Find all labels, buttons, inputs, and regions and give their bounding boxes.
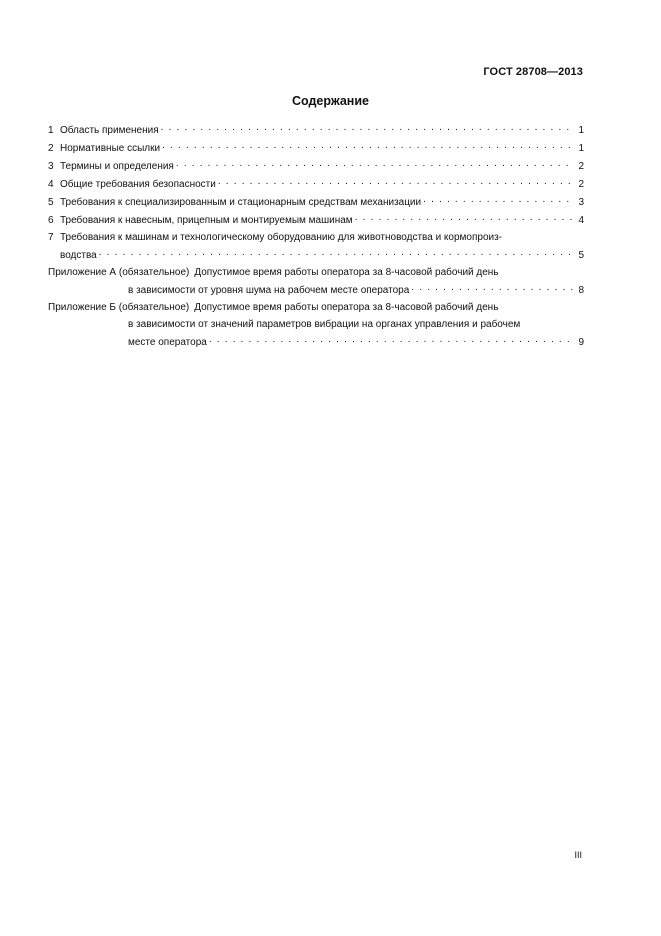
toc-entry-title: Требования к навесным, прицепным и монтируемым машинам <box>60 215 353 226</box>
toc-entry-page: 2 <box>578 161 584 172</box>
toc-entry-number: 7 <box>48 232 54 243</box>
toc-entry-page: 8 <box>578 285 584 296</box>
leader-dots <box>411 281 574 293</box>
toc-heading: Содержание <box>291 94 369 108</box>
toc-entry-page: 4 <box>578 215 584 226</box>
toc-entry-title: Область применения <box>60 125 159 136</box>
page-folio: III <box>574 850 582 860</box>
toc-entry-title: Нормативные ссылки <box>60 143 161 154</box>
leader-dots <box>209 333 574 345</box>
toc-entry-number: 3 <box>48 161 54 172</box>
toc-entry-4[interactable] <box>48 175 584 192</box>
leader-dots <box>355 211 574 223</box>
toc-entry-3[interactable] <box>48 157 584 174</box>
toc-entry-number: 5 <box>48 197 54 208</box>
appendix-title-line1: Допустимое время работы оператора за 8-часовой рабочий день <box>194 302 499 313</box>
appendix-title-line3: месте оператора <box>128 337 207 348</box>
toc-entry-page: 2 <box>578 179 584 190</box>
leader-dots <box>99 246 574 258</box>
toc-appendix-a[interactable] <box>48 264 584 298</box>
appendix-prefix: Приложение Б (обязательное) <box>48 302 190 313</box>
appendix-title-line1: Допустимое время работы оператора за 8-часовой рабочий день <box>194 267 499 278</box>
toc-entry-page: 1 <box>578 143 584 154</box>
leader-dots <box>176 157 574 169</box>
toc-entry-title: Требования к специализированным и стационарным средствам механизации <box>60 197 422 208</box>
toc-entry-title: Термины и определения <box>60 161 174 172</box>
document-code: ГОСТ 28708—2013 <box>483 66 583 78</box>
toc-entry-title-line2: водства <box>60 250 97 261</box>
leader-dots <box>162 139 574 151</box>
appendix-title-line2: в зависимости от значений параметров вибрации на органах управления и рабочем <box>128 319 521 330</box>
toc-entry-6[interactable] <box>48 211 584 228</box>
toc-entry-number: 6 <box>48 215 54 226</box>
toc-entry-number: 4 <box>48 179 54 190</box>
toc-entry-5[interactable] <box>48 193 584 210</box>
toc-entry-7[interactable] <box>48 229 584 263</box>
table-of-contents <box>48 121 584 351</box>
toc-entry-title: Общие требования безопасности <box>60 179 216 190</box>
toc-entry-2[interactable] <box>48 139 584 156</box>
toc-entry-title-line1: Требования к машинам и технологическому оборудованию для животноводства и кормопроиз- <box>60 232 503 243</box>
appendix-prefix: Приложение А (обязательное) <box>48 267 190 278</box>
leader-dots <box>161 121 574 133</box>
toc-appendix-b[interactable] <box>48 299 584 350</box>
toc-entry-number: 2 <box>48 143 54 154</box>
toc-entry-page: 3 <box>578 197 584 208</box>
leader-dots <box>423 193 574 205</box>
toc-entry-number: 1 <box>48 125 54 136</box>
leader-dots <box>218 175 574 187</box>
toc-entry-1[interactable] <box>48 121 584 138</box>
toc-entry-page: 5 <box>578 250 584 261</box>
appendix-title-line2: в зависимости от уровня шума на рабочем месте оператора <box>128 285 410 296</box>
toc-entry-page: 9 <box>578 337 584 348</box>
toc-entry-page: 1 <box>578 125 584 136</box>
